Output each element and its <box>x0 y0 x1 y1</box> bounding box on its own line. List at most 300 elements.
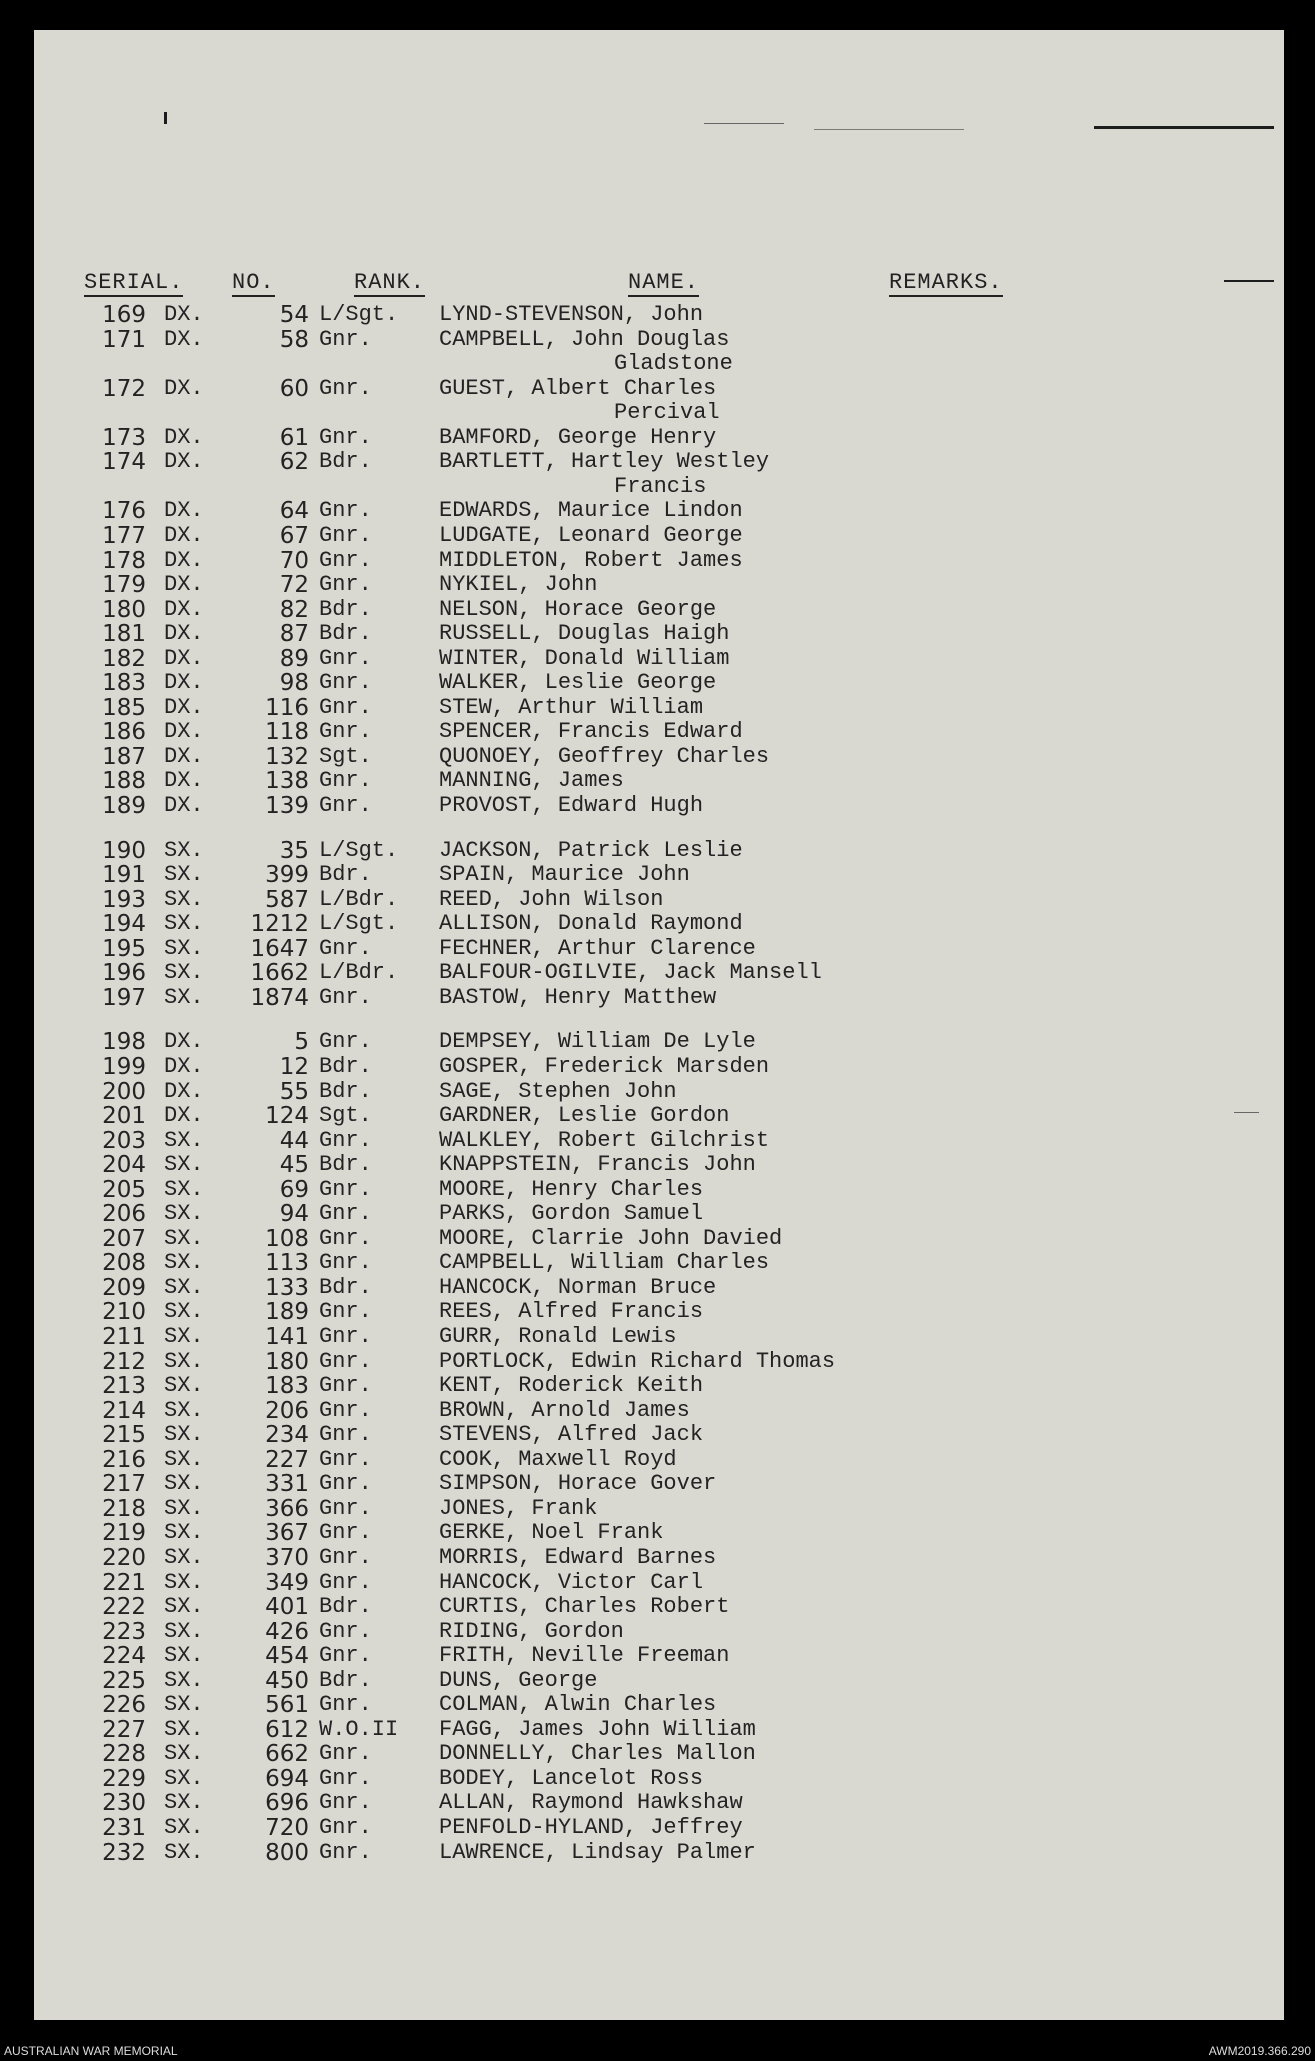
serial-cell: 219 <box>102 1520 146 1547</box>
serial-cell: 209 <box>102 1274 146 1301</box>
table-row <box>34 1422 1284 1447</box>
footer-institution: AUSTRALIAN WAR MEMORIAL <box>4 2044 178 2058</box>
name-cell: COLMAN, Alwin Charles <box>439 1692 717 1718</box>
table-row <box>34 862 1284 887</box>
rank-cell: Gnr. <box>319 424 372 450</box>
series-prefix-cell: DX. <box>164 621 204 647</box>
footer-accession: AWM2019.366.290 <box>1208 2044 1311 2058</box>
table-row <box>34 1766 1284 1791</box>
rank-cell: Gnr. <box>319 1839 372 1865</box>
number-cell: 118 <box>265 719 309 746</box>
serial-cell: 224 <box>102 1643 146 1670</box>
series-prefix-cell: DX. <box>164 768 204 794</box>
series-prefix-cell: SX. <box>164 1594 204 1620</box>
rank-cell: Bdr. <box>319 1274 372 1300</box>
name-cell: WINTER, Donald William <box>439 645 730 671</box>
name-cell: LAWRENCE, Lindsay Palmer <box>439 1839 756 1865</box>
rank-cell: Gnr. <box>319 375 372 401</box>
rank-cell: Gnr. <box>319 1201 372 1227</box>
rank-cell: Gnr. <box>319 522 372 548</box>
table-row <box>34 1741 1284 1766</box>
series-prefix-cell: DX. <box>164 1029 204 1055</box>
number-cell: 587 <box>265 886 309 913</box>
name-cell: RUSSELL, Douglas Haigh <box>439 621 730 647</box>
name-cell: ALLAN, Raymond Hawkshaw <box>439 1790 743 1816</box>
number-cell: 69 <box>279 1176 309 1203</box>
rank-cell: Gnr. <box>319 1643 372 1669</box>
name-continuation: Gladstone <box>614 351 733 377</box>
table-row <box>34 1619 1284 1644</box>
number-cell: 399 <box>265 862 309 889</box>
table-row <box>34 1201 1284 1226</box>
name-cell: DUNS, George <box>439 1667 598 1693</box>
rank-cell: Sgt. <box>319 743 372 769</box>
serial-cell: 182 <box>102 645 146 672</box>
name-cell: WALKLEY, Robert Gilchrist <box>439 1127 770 1153</box>
serial-cell: 213 <box>102 1373 146 1400</box>
serial-cell: 181 <box>102 621 146 648</box>
table-row <box>34 1668 1284 1693</box>
rank-cell: L/Sgt. <box>319 302 399 327</box>
name-cell: FECHNER, Arthur Clarence <box>439 935 756 961</box>
number-cell: 349 <box>265 1569 309 1596</box>
series-prefix-cell: SX. <box>164 1422 204 1448</box>
serial-cell: 227 <box>102 1716 146 1743</box>
series-prefix-cell: DX. <box>164 596 204 622</box>
number-cell: 58 <box>279 326 309 353</box>
table-row <box>34 695 1284 720</box>
series-prefix-cell: SX. <box>164 1495 204 1521</box>
number-cell: 72 <box>279 572 309 599</box>
number-cell: 5 <box>294 1029 309 1056</box>
number-cell: 662 <box>265 1741 309 1768</box>
number-cell: 70 <box>279 547 309 574</box>
serial-cell: 221 <box>102 1569 146 1596</box>
serial-cell: 188 <box>102 768 146 795</box>
table-row <box>34 1079 1284 1104</box>
name-cell: NELSON, Horace George <box>439 596 717 622</box>
serial-cell: 169 <box>102 302 146 328</box>
name-cell: BARTLETT, Hartley Westley <box>439 449 770 475</box>
name-cell: HANCOCK, Norman Bruce <box>439 1274 717 1300</box>
series-prefix-cell: SX. <box>164 1692 204 1718</box>
rank-cell: Gnr. <box>319 1250 372 1276</box>
serial-cell: 171 <box>102 326 146 353</box>
table-row <box>34 1349 1284 1374</box>
name-cell: BASTOW, Henry Matthew <box>439 984 717 1010</box>
name-cell: JACKSON, Patrick Leslie <box>439 837 743 863</box>
document-page <box>34 30 1284 2020</box>
table-row <box>34 1692 1284 1717</box>
table-row <box>34 838 1284 863</box>
rank-cell: Gnr. <box>319 1765 372 1791</box>
series-prefix-cell: DX. <box>164 547 204 573</box>
name-continuation: Francis <box>614 473 707 499</box>
number-cell: 133 <box>265 1274 309 1301</box>
serial-cell: 180 <box>102 596 146 623</box>
serial-cell: 197 <box>102 984 146 1011</box>
serial-cell: 203 <box>102 1127 146 1154</box>
number-cell: 44 <box>279 1127 309 1154</box>
name-cell: CAMPBELL, John Douglas <box>439 326 730 352</box>
name-cell: GUEST, Albert Charles <box>439 375 717 401</box>
series-prefix-cell: DX. <box>164 670 204 696</box>
name-cell: MOORE, Henry Charles <box>439 1176 704 1202</box>
rank-cell: W.O.II <box>319 1716 399 1742</box>
name-cell: MANNING, James <box>439 768 624 794</box>
name-cell: BROWN, Arnold James <box>439 1397 690 1423</box>
table-row <box>34 1790 1284 1815</box>
series-prefix-cell: DX. <box>164 719 204 745</box>
serial-cell: 179 <box>102 572 146 599</box>
table-row <box>34 1226 1284 1251</box>
name-cell: BALFOUR-OGILVIE, Jack Mansell <box>439 960 822 986</box>
table-row <box>34 793 1284 818</box>
serial-cell: 228 <box>102 1741 146 1768</box>
number-cell: 454 <box>265 1643 309 1670</box>
table-row <box>34 523 1284 548</box>
table-row <box>34 1029 1284 1054</box>
serial-cell: 206 <box>102 1201 146 1228</box>
series-prefix-cell: SX. <box>164 1299 204 1325</box>
rank-cell: Gnr. <box>319 1544 372 1570</box>
serial-cell: 174 <box>102 449 146 476</box>
table-row <box>34 1103 1284 1128</box>
number-cell: 45 <box>279 1152 309 1179</box>
number-cell: 132 <box>265 743 309 770</box>
number-cell: 61 <box>279 424 309 451</box>
rank-cell: L/Sgt. <box>319 911 399 937</box>
header-serial: SERIAL. <box>84 270 184 295</box>
rank-cell: Gnr. <box>319 1324 372 1349</box>
series-prefix-cell: SX. <box>164 1741 204 1767</box>
rank-cell: Gnr. <box>319 1422 372 1448</box>
table-row <box>34 1299 1284 1324</box>
table-row <box>34 621 1284 646</box>
table-row <box>34 1496 1284 1521</box>
table-row <box>34 572 1284 597</box>
series-prefix-cell: SX. <box>164 935 204 961</box>
serial-cell: 215 <box>102 1422 146 1449</box>
name-cell: QUONOEY, Geoffrey Charles <box>439 743 770 769</box>
serial-cell: 199 <box>102 1053 146 1080</box>
rank-cell: L/Bdr. <box>319 886 399 912</box>
name-cell: PORTLOCK, Edwin Richard Thomas <box>439 1348 836 1374</box>
name-cell: SPENCER, Francis Edward <box>439 719 743 745</box>
name-cell: KNAPPSTEIN, Francis John <box>439 1152 756 1178</box>
serial-cell: 232 <box>102 1839 146 1866</box>
rank-cell: Gnr. <box>319 498 372 524</box>
rank-cell: Gnr. <box>319 1225 372 1251</box>
series-prefix-cell: SX. <box>164 1324 204 1349</box>
serial-cell: 178 <box>102 547 146 574</box>
number-cell: 64 <box>279 498 309 525</box>
number-cell: 720 <box>265 1815 309 1841</box>
table-row <box>34 1717 1284 1742</box>
number-cell: 82 <box>279 596 309 623</box>
series-prefix-cell: SX. <box>164 1397 204 1423</box>
rank-cell: Gnr. <box>319 1790 372 1816</box>
number-cell: 1874 <box>250 984 309 1011</box>
rank-cell: Gnr. <box>319 1397 372 1423</box>
number-cell: 89 <box>279 645 309 672</box>
name-cell: PENFOLD-HYLAND, Jeffrey <box>439 1815 743 1840</box>
name-cell: GOSPER, Frederick Marsden <box>439 1053 770 1079</box>
table-row <box>34 548 1284 573</box>
series-prefix-cell: SX. <box>164 1569 204 1595</box>
rank-cell: Gnr. <box>319 1618 372 1644</box>
rank-cell: Gnr. <box>319 670 372 696</box>
column-headers <box>34 270 1284 300</box>
number-cell: 124 <box>265 1103 309 1130</box>
serial-cell: 205 <box>102 1176 146 1203</box>
table-row <box>34 1471 1284 1496</box>
header-remarks: REMARKS. <box>889 270 1003 295</box>
name-continuation: Percival <box>614 400 720 426</box>
serial-cell: 225 <box>102 1667 146 1694</box>
series-prefix-cell: SX. <box>164 1643 204 1669</box>
serial-cell: 230 <box>102 1790 146 1817</box>
series-prefix-cell: DX. <box>164 498 204 524</box>
number-cell: 189 <box>265 1299 309 1326</box>
number-cell: 1647 <box>250 935 309 962</box>
number-cell: 206 <box>265 1397 309 1424</box>
serial-cell: 201 <box>102 1103 146 1130</box>
table-row <box>34 1570 1284 1595</box>
series-prefix-cell: SX. <box>164 911 204 937</box>
serial-cell: 183 <box>102 670 146 697</box>
series-prefix-cell: DX. <box>164 375 204 401</box>
rank-cell: Bdr. <box>319 1152 372 1178</box>
table-row <box>34 1177 1284 1202</box>
series-prefix-cell: DX. <box>164 449 204 475</box>
table-row <box>34 936 1284 961</box>
rank-cell: Gnr. <box>319 1520 372 1546</box>
number-cell: 60 <box>279 375 309 402</box>
name-cell: LYND-STEVENSON, John <box>439 302 704 327</box>
number-cell: 62 <box>279 449 309 476</box>
number-cell: 331 <box>265 1471 309 1498</box>
series-prefix-cell: DX. <box>164 326 204 352</box>
number-cell: 139 <box>265 793 309 819</box>
serial-cell: 226 <box>102 1692 146 1719</box>
serial-cell: 187 <box>102 743 146 770</box>
series-prefix-cell: SX. <box>164 1667 204 1693</box>
name-cell: SIMPSON, Horace Gover <box>439 1471 717 1497</box>
table-row <box>34 1643 1284 1668</box>
series-prefix-cell: SX. <box>164 1790 204 1816</box>
number-cell: 54 <box>279 302 309 328</box>
serial-cell: 190 <box>102 837 146 864</box>
serial-cell: 194 <box>102 911 146 938</box>
serial-cell: 200 <box>102 1078 146 1105</box>
number-cell: 98 <box>279 670 309 697</box>
name-cell: DEMPSEY, William De Lyle <box>439 1029 756 1055</box>
rank-cell: Sgt. <box>319 1103 372 1129</box>
number-cell: 87 <box>279 621 309 648</box>
number-cell: 1212 <box>250 911 309 938</box>
name-cell: LUDGATE, Leonard George <box>439 522 743 548</box>
rank-cell: Gnr. <box>319 793 372 818</box>
serial-cell: 196 <box>102 960 146 987</box>
name-continuation-row <box>34 474 1284 499</box>
table-row <box>34 1815 1284 1840</box>
series-prefix-cell: SX. <box>164 1618 204 1644</box>
name-cell: MIDDLETON, Robert James <box>439 547 743 573</box>
top-rule-mark <box>704 123 784 124</box>
series-prefix-cell: SX. <box>164 1127 204 1153</box>
number-cell: 694 <box>265 1765 309 1792</box>
name-cell: GURR, Ronald Lewis <box>439 1324 677 1349</box>
table-row <box>34 1128 1284 1153</box>
number-cell: 450 <box>265 1667 309 1694</box>
table-row <box>34 449 1284 474</box>
number-cell: 113 <box>265 1250 309 1277</box>
series-prefix-cell: SX. <box>164 1716 204 1742</box>
number-cell: 35 <box>279 837 309 864</box>
number-cell: 67 <box>279 522 309 549</box>
name-cell: KENT, Roderick Keith <box>439 1373 704 1399</box>
serial-cell: 207 <box>102 1225 146 1252</box>
series-prefix-cell: SX. <box>164 1250 204 1276</box>
series-prefix-cell: SX. <box>164 1765 204 1791</box>
serial-cell: 211 <box>102 1324 146 1350</box>
name-cell: PROVOST, Edward Hugh <box>439 793 704 818</box>
series-prefix-cell: SX. <box>164 1201 204 1227</box>
table-row <box>34 1054 1284 1079</box>
table-row <box>34 425 1284 450</box>
number-cell: 401 <box>265 1594 309 1621</box>
name-cell: STEVENS, Alfred Jack <box>439 1422 704 1448</box>
rank-cell: Gnr. <box>319 1176 372 1202</box>
table-row <box>34 887 1284 912</box>
rank-cell: Gnr. <box>319 719 372 745</box>
rank-cell: Bdr. <box>319 449 372 475</box>
series-prefix-cell: DX. <box>164 572 204 598</box>
name-cell: WALKER, Leslie George <box>439 670 717 696</box>
rank-cell: Bdr. <box>319 1594 372 1620</box>
number-cell: 612 <box>265 1716 309 1743</box>
name-cell: RIDING, Gordon <box>439 1618 624 1644</box>
name-cell: BODEY, Lancelot Ross <box>439 1765 704 1791</box>
series-prefix-cell: SX. <box>164 960 204 986</box>
table-row <box>34 646 1284 671</box>
header-no: NO. <box>232 270 275 295</box>
rank-cell: Gnr. <box>319 984 372 1010</box>
series-prefix-cell: SX. <box>164 1815 204 1840</box>
rank-cell: Bdr. <box>319 1667 372 1693</box>
table-row <box>34 911 1284 936</box>
series-prefix-cell: SX. <box>164 1446 204 1472</box>
series-prefix-cell: SX. <box>164 984 204 1010</box>
name-cell: CAMPBELL, William Charles <box>439 1250 770 1276</box>
rank-cell: L/Sgt. <box>319 837 399 863</box>
serial-cell: 229 <box>102 1765 146 1792</box>
name-continuation-row <box>34 351 1284 376</box>
serial-cell: 193 <box>102 886 146 913</box>
number-cell: 12 <box>279 1053 309 1080</box>
name-cell: JONES, Frank <box>439 1495 598 1521</box>
series-prefix-cell: SX. <box>164 1544 204 1570</box>
name-cell: SAGE, Stephen John <box>439 1078 677 1104</box>
number-cell: 116 <box>265 694 309 721</box>
number-cell: 180 <box>265 1348 309 1375</box>
rank-cell: Gnr. <box>319 1446 372 1472</box>
name-cell: CURTIS, Charles Robert <box>439 1594 730 1620</box>
table-row <box>34 719 1284 744</box>
series-prefix-cell: SX. <box>164 1274 204 1300</box>
name-cell: ALLISON, Donald Raymond <box>439 911 743 937</box>
pencil-tick-mark <box>164 112 167 124</box>
serial-cell: 173 <box>102 424 146 451</box>
table-row <box>34 1250 1284 1275</box>
table-row <box>34 768 1284 793</box>
header-rank: RANK. <box>354 270 426 295</box>
serial-cell: 172 <box>102 375 146 402</box>
name-cell: EDWARDS, Maurice Lindon <box>439 498 743 524</box>
table-row <box>34 1594 1284 1619</box>
name-continuation-row <box>34 400 1284 425</box>
rank-cell: Gnr. <box>319 1692 372 1718</box>
rank-cell: Gnr. <box>319 935 372 961</box>
number-cell: 141 <box>265 1324 309 1350</box>
series-prefix-cell: DX. <box>164 302 204 327</box>
name-cell: GERKE, Noel Frank <box>439 1520 664 1546</box>
series-prefix-cell: DX. <box>164 1103 204 1129</box>
rank-cell: Gnr. <box>319 326 372 352</box>
series-prefix-cell: SX. <box>164 1839 204 1865</box>
name-cell: FAGG, James John William <box>439 1716 756 1742</box>
series-prefix-cell: SX. <box>164 1152 204 1178</box>
rank-cell: Gnr. <box>319 1495 372 1521</box>
rank-cell: Bdr. <box>319 862 372 888</box>
series-prefix-cell: DX. <box>164 793 204 818</box>
serial-cell: 223 <box>102 1618 146 1645</box>
number-cell: 370 <box>265 1544 309 1571</box>
rank-cell: Gnr. <box>319 1741 372 1767</box>
series-prefix-cell: DX. <box>164 1078 204 1104</box>
series-prefix-cell: DX. <box>164 743 204 769</box>
series-prefix-cell: SX. <box>164 1471 204 1497</box>
rank-cell: Gnr. <box>319 645 372 671</box>
table-row <box>34 597 1284 622</box>
serial-cell: 216 <box>102 1446 146 1473</box>
name-cell: NYKIEL, John <box>439 572 598 598</box>
series-prefix-cell: DX. <box>164 522 204 548</box>
serial-cell: 214 <box>102 1397 146 1424</box>
number-cell: 367 <box>265 1520 309 1547</box>
serial-cell: 176 <box>102 498 146 525</box>
name-cell: STEW, Arthur William <box>439 694 704 720</box>
serial-cell: 177 <box>102 522 146 549</box>
table-row <box>34 1275 1284 1300</box>
serial-cell: 220 <box>102 1544 146 1571</box>
name-cell: SPAIN, Maurice John <box>439 862 690 888</box>
number-cell: 138 <box>265 768 309 795</box>
name-cell: DONNELLY, Charles Mallon <box>439 1741 756 1767</box>
table-row <box>34 1545 1284 1570</box>
rank-cell: Gnr. <box>319 768 372 794</box>
rank-cell: Gnr. <box>319 1127 372 1153</box>
table-row <box>34 302 1284 327</box>
rank-cell: L/Bdr. <box>319 960 399 986</box>
footer-bar <box>0 2042 1315 2061</box>
table-row <box>34 985 1284 1010</box>
number-cell: 234 <box>265 1422 309 1449</box>
rank-cell: Bdr. <box>319 1053 372 1079</box>
table-row <box>34 1373 1284 1398</box>
serial-cell: 212 <box>102 1348 146 1375</box>
